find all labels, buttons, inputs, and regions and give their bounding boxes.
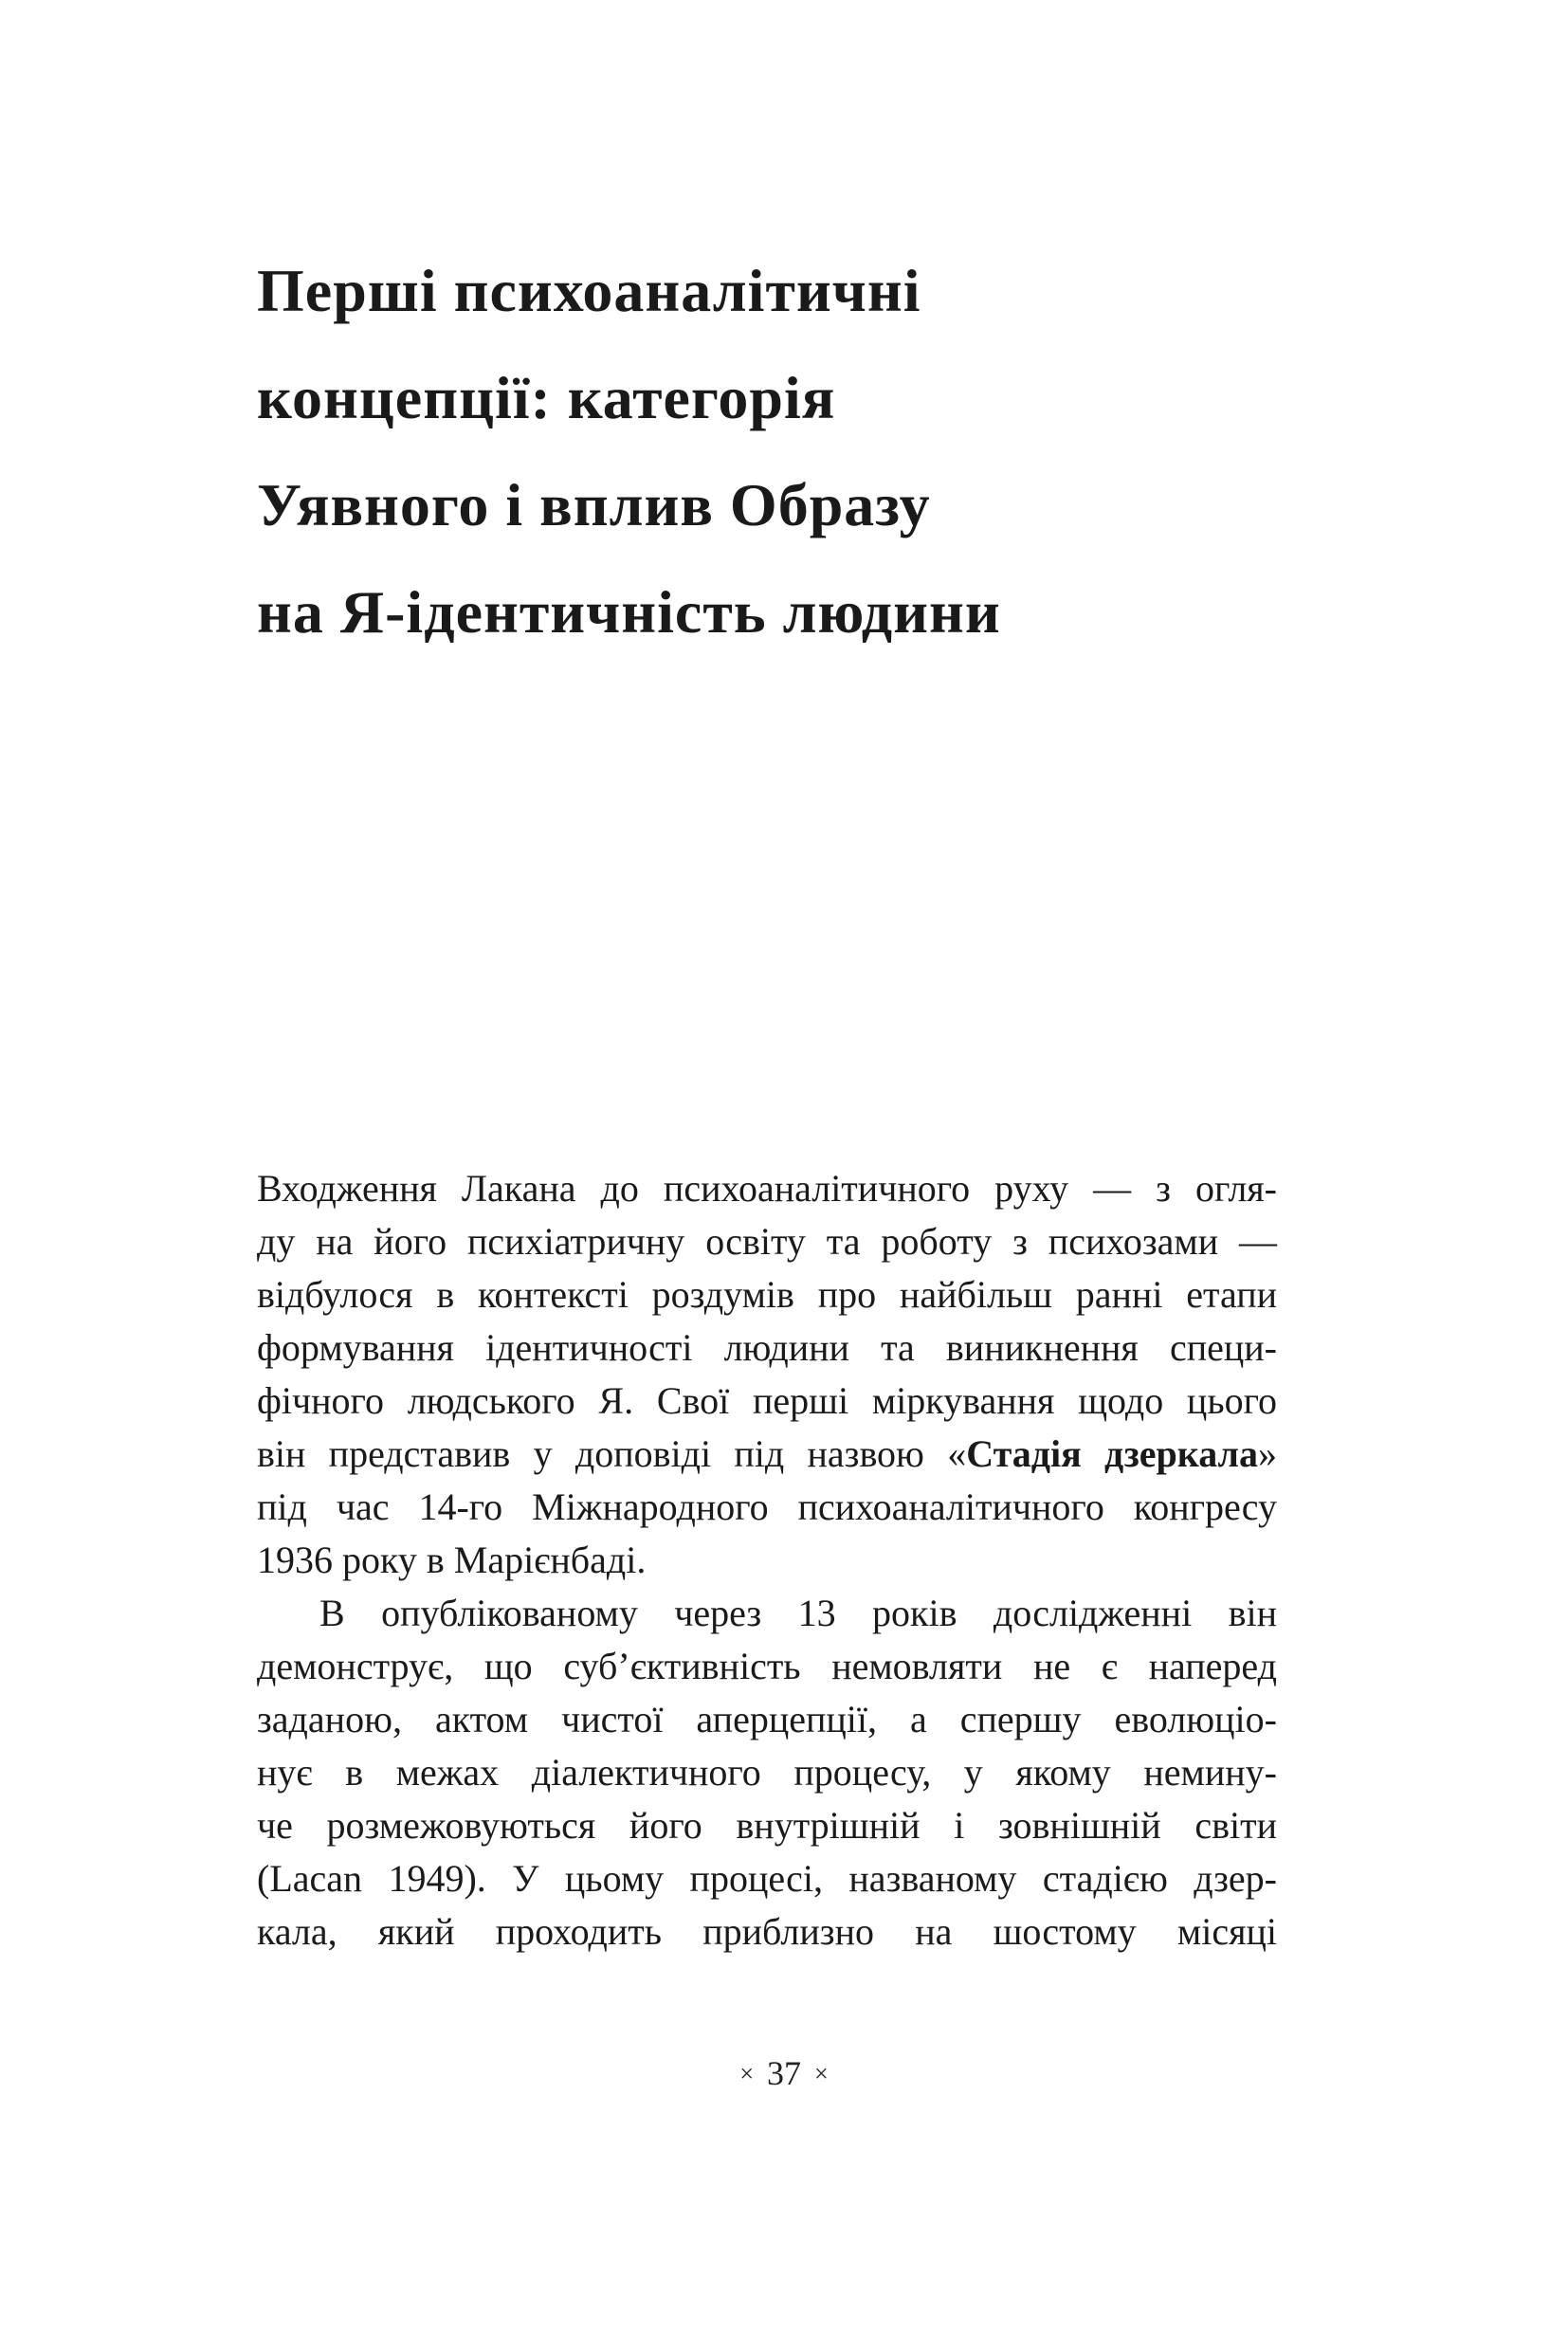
text-line: 1936 року в Марієнбаді.: [257, 1539, 647, 1581]
text-line: ду на його психіатричну освіту та роботу з психозами —: [257, 1220, 1277, 1263]
body-text: [257, 1162, 1277, 1958]
paragraph-2: [257, 1587, 1277, 1958]
emphasized-term: Стадія дзеркала: [966, 1432, 1259, 1475]
chapter-title-line: концепції: категорія: [257, 364, 836, 431]
text-line: під час 14-го Міжнародного психоаналітичного конгресу: [257, 1485, 1277, 1528]
text-line: заданою, актом чистої аперцепції, а спершу еволюціо-: [257, 1698, 1277, 1740]
page-number: [0, 2053, 1568, 2093]
text-line: відбулося в контексті роздумів про найбільш ранні етапи: [257, 1273, 1277, 1316]
text-line: [257, 1428, 1277, 1481]
text-line: (Lacan 1949). У цьому процесі, названому стадією дзер-: [257, 1857, 1277, 1900]
text-line: кала, який проходить приблизно на шостому місяці: [257, 1910, 1277, 1953]
text-segment: »: [1258, 1432, 1278, 1475]
page-number-value: 37: [767, 2054, 801, 2092]
text-line: Входження Лакана до психоаналітичного руху — з огля-: [257, 1167, 1277, 1210]
text-line: нує в межах діалектичного процесу, у якому немину-: [257, 1751, 1277, 1794]
chapter-title: [257, 237, 1300, 665]
paragraph-1: [257, 1162, 1277, 1587]
text-line: формування ідентичності людини та виникнення специ-: [257, 1326, 1277, 1369]
ornament-cross-icon: ×: [739, 2060, 754, 2087]
chapter-title-line: на Я-ідентичність людини: [257, 578, 1001, 646]
text-line: че розмежовуються його внутрішній і зовнішній світи: [257, 1804, 1277, 1847]
ornament-cross-icon: ×: [814, 2060, 829, 2087]
text-line: В опублікованому через 13 років дослідженні він: [319, 1592, 1277, 1634]
chapter-title-line: Уявного і вплив Образу: [257, 471, 931, 538]
text-segment: він представив у доповіді під назвою «: [257, 1432, 967, 1475]
chapter-title-line: Перші психоаналітичні: [257, 257, 921, 324]
text-line: фічного людського Я. Свої перші міркування щодо цього: [257, 1379, 1277, 1422]
text-line: демонструє, що суб’єктивність немовляти не є наперед: [257, 1645, 1277, 1687]
